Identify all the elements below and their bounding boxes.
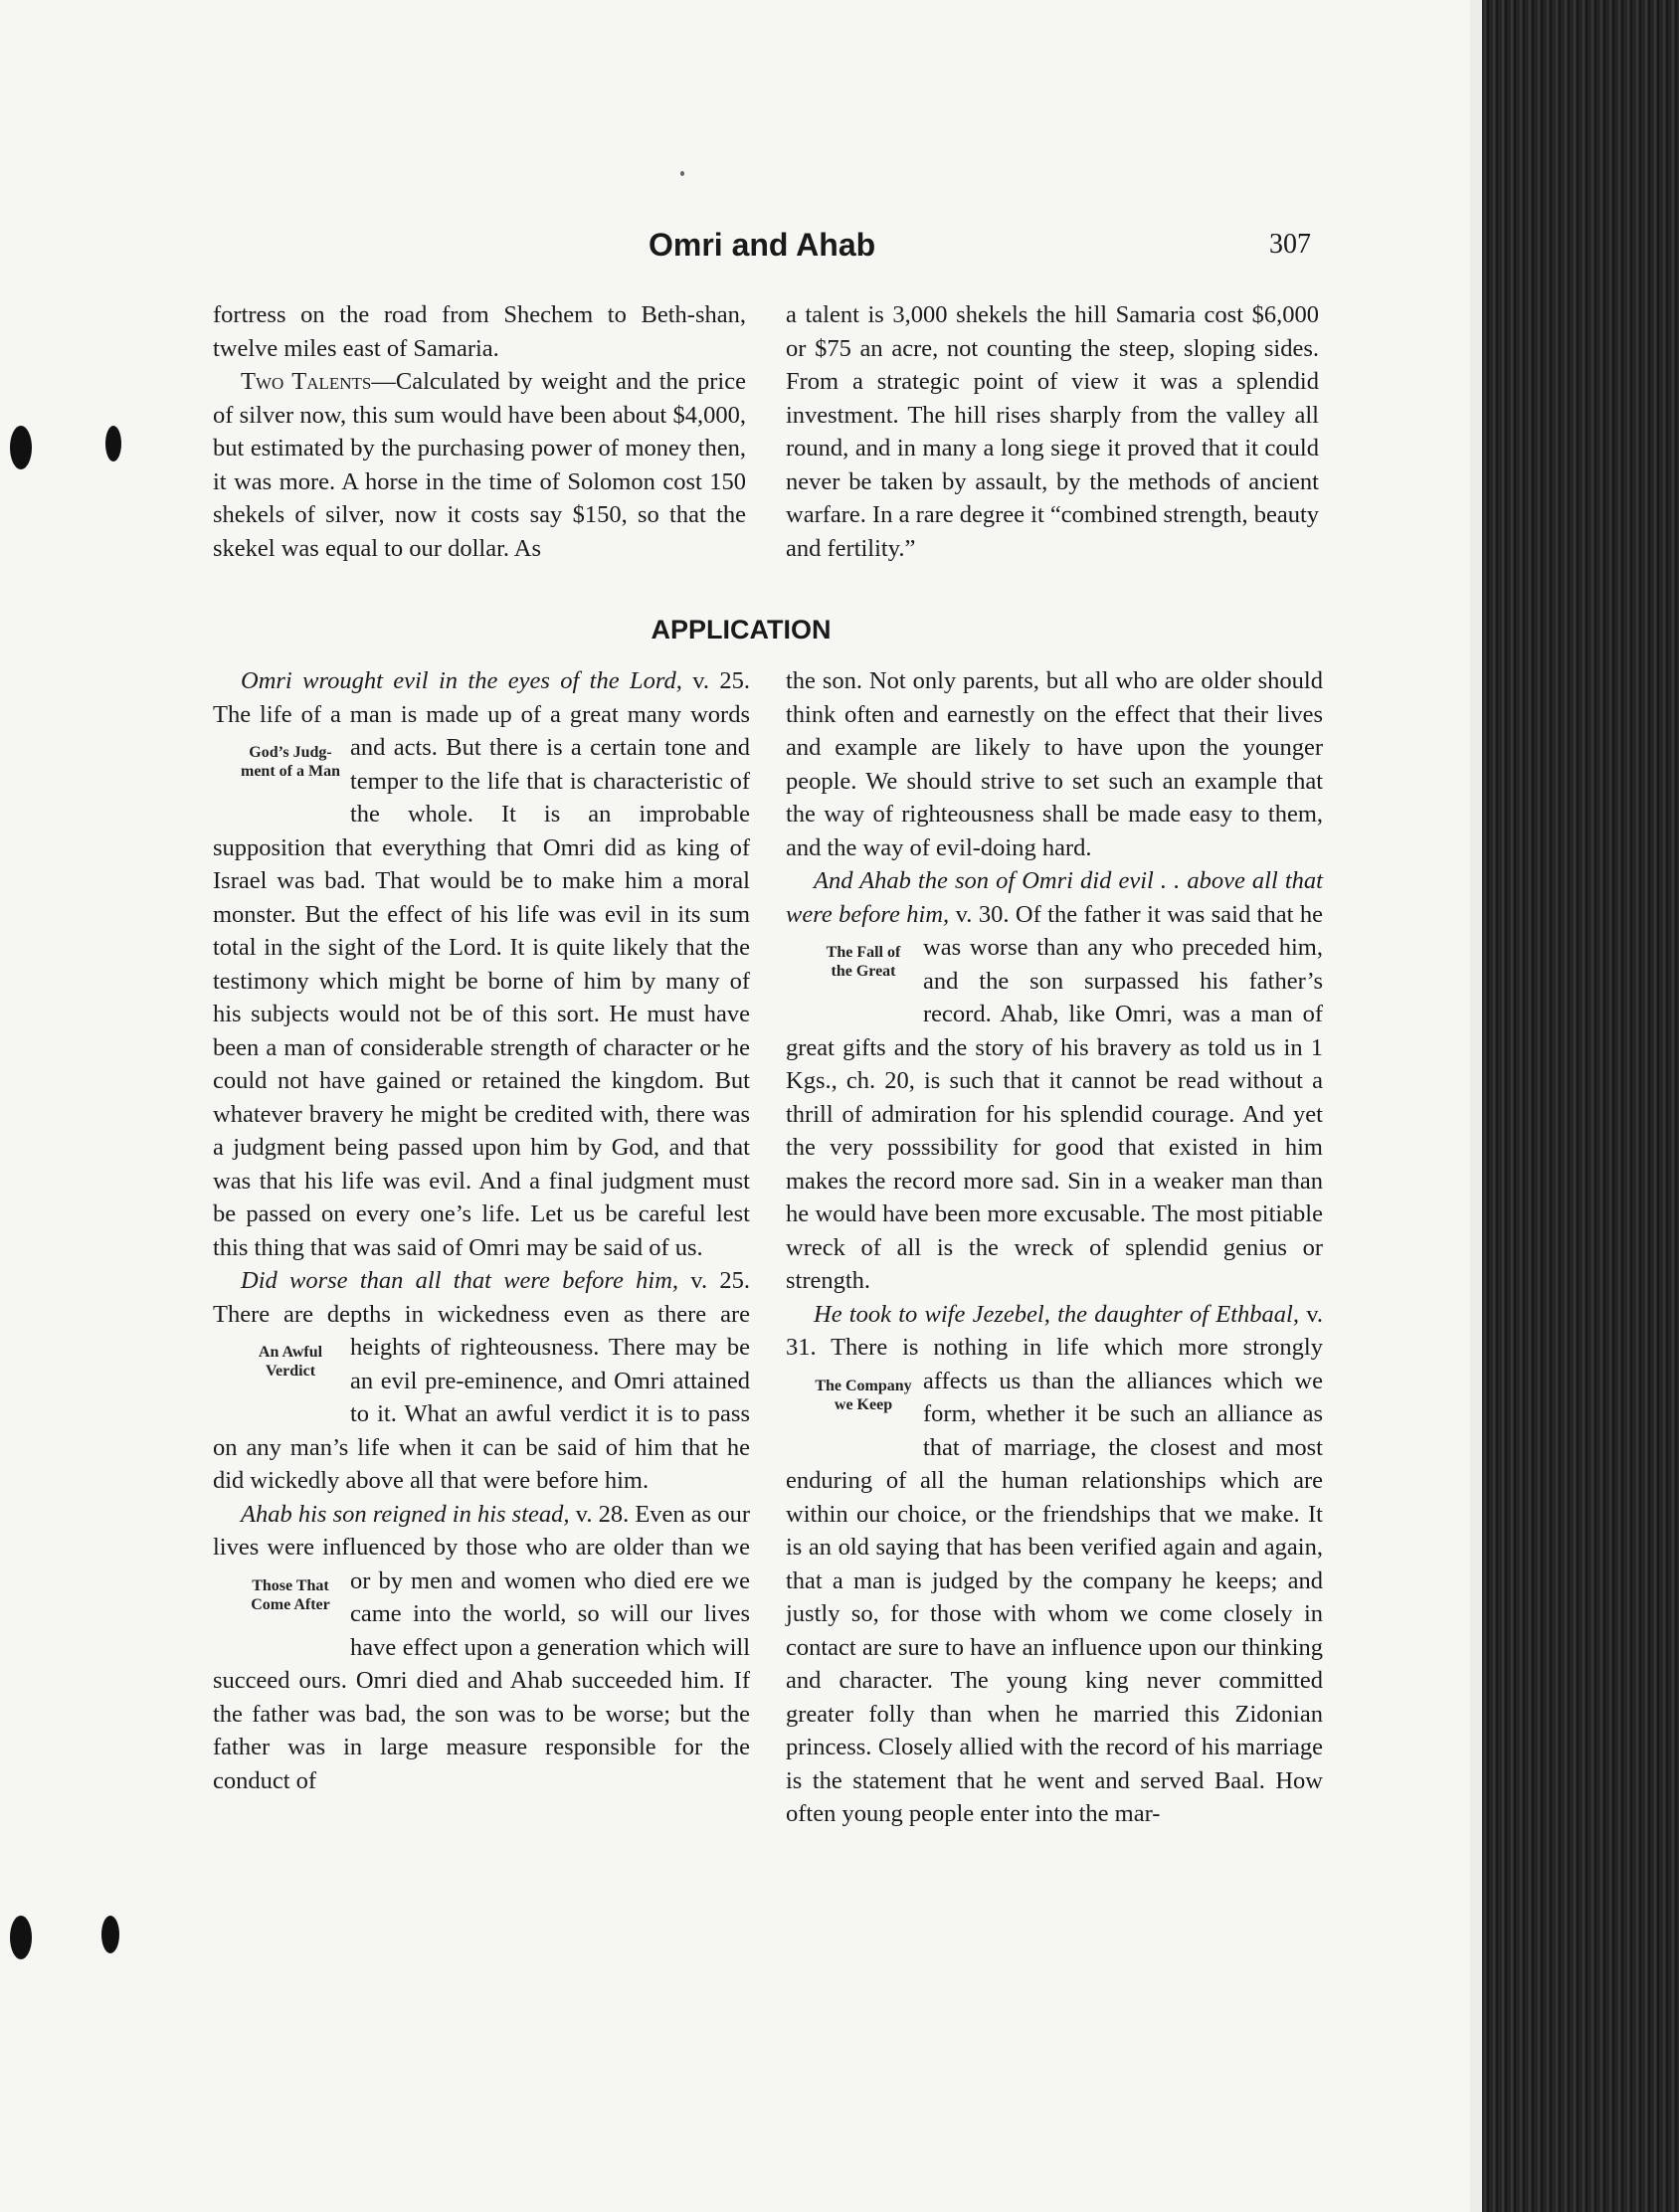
sidenote-line: The Company xyxy=(815,1377,912,1394)
scripture-quote: Ahab his son reigned in his stead, xyxy=(241,1500,570,1528)
sidenote-fall-of-the-great xyxy=(786,935,913,1028)
note-paragraph: fortress on the road from Shechem to Beth-shan, twelve miles east of Samaria. xyxy=(213,301,746,362)
paragraph-text-start: v. 25. The life of a man is made up of a great many words and acts. But there is a certain xyxy=(213,667,750,761)
sidenote-line: Verdict xyxy=(265,1363,316,1380)
application-left-column xyxy=(213,664,750,1797)
sidenote-line: we Keep xyxy=(834,1395,893,1413)
sidenote-line: ment of a Man xyxy=(241,763,340,780)
punch-mark-upper xyxy=(105,426,121,461)
sidenote-line: God’s Judg- xyxy=(249,744,332,761)
paragraph-text-start: v. 31. There is nothing in life which more strongly affects us than the alliances xyxy=(786,1300,1323,1394)
book-page-stack xyxy=(1482,0,1679,2212)
paragraph-text-start: v. 28. Even as our lives were influenced by those who are older than we or by men and women xyxy=(213,1500,750,1594)
punch-hole-upper xyxy=(10,426,32,469)
notes-right-column xyxy=(786,298,1319,565)
paragraph-text: which we form, whether it be such an alliance as that of marriage, the closest and most enduring of all the human relationships which are within our choice, or the friendships that we make. It is an old saying that has been verified again and again, that a man is judged by the company he keeps; and justly so, for those with whom we come closely in contact are sure to have an influence upon our thinking and character. The young king never committed greater folly than when he married this Zidonian princess. Closely allied with the record of his marriage is the statement that he went and served Baal. How often young people enter into the mar- xyxy=(786,1367,1323,1827)
punch-hole-lower xyxy=(10,1916,32,1959)
running-head xyxy=(0,227,1482,275)
sidenote-line: An Awful xyxy=(258,1344,323,1361)
paragraph-text-start: v. 30. Of the father it was said that he was worse than any who xyxy=(923,900,1323,961)
paragraph-text: tone and temper to the life that is characteristic of the whole. It is an improbable supposition that everything that Omri did as king of Israel was bad. That would be to make him a moral monster. But the effect of his life was evil in its sum total in the sight of the Lord. It is quite likely that the testimony which might be borne of him by many of his subjects would not be of this sort. He must have been a man of considerable strength of character or he could not have gained or retained the kingdom. But whatever bravery he might be credited with, there was a judgment being passed upon him by God, and that was that his life was evil. And a final judgment must be passed on every one’s life. Let us be careful lest this thing that was said of Omri may be said of us. xyxy=(213,734,750,1261)
application-paragraph xyxy=(786,1298,1323,1831)
paragraph-text: an evil pre-eminence, and Omri attained to it. What an awful verdict it is to pass on any man’s life when it can be said of him that he did wickedly above all that were before him. xyxy=(213,1367,750,1494)
sidenote-line: Come After xyxy=(251,1595,330,1613)
punch-mark-lower xyxy=(101,1916,119,1953)
notes-left-column xyxy=(213,298,746,565)
application-right-column xyxy=(786,664,1323,1831)
paragraph-text-start: v. 25. There are depths in wickedness even as there are heights of righteousness. There may be xyxy=(213,1267,750,1361)
note-paragraph: a talent is 3,000 shekels the hill Samaria cost $6,000 or $75 an acre, not counting the steep, sloping sides. From a strategic point of view it was a splendid investment. The hill rises sharply from the valley all round, and in many a long siege it proved that it could never be taken by assault, by the methods of ancient warfare. In a rare degree it “combined strength, beauty and fertility.” xyxy=(786,301,1320,562)
scripture-quote: He took to wife Jezebel, the daughter of Ethbaal, xyxy=(814,1300,1299,1328)
speck xyxy=(680,171,684,176)
paragraph-text: who died ere we came into the world, so will our lives have effect upon a generation which will succeed ours. Omri died and Ahab succeeded him. If the father was bad, the son was to be worse; but the father was in large measure responsible for the conduct of xyxy=(213,1567,750,1794)
page-number: 307 xyxy=(1269,229,1311,260)
application-paragraph: the son. Not only parents, but all who are older should think often and earnestly on the effect that their lives and example are likely to have upon the younger people. We should strive to set such an example that the way of righteousness shall be made easy to them, and the way of evil-doing hard. xyxy=(786,667,1323,861)
sidenote-those-that-come-after xyxy=(213,1568,340,1662)
sidenote-awful-verdict xyxy=(213,1335,340,1428)
application-paragraph xyxy=(213,664,750,1264)
scripture-quote: Omri wrought evil in the eyes of the Lord, xyxy=(241,667,682,694)
application-paragraph xyxy=(213,1264,750,1498)
sidenote-company-we-keep xyxy=(786,1369,913,1462)
note-paragraph-talents xyxy=(213,365,746,565)
sidenote-line: the Great xyxy=(831,963,896,980)
sidenote-line: The Fall of xyxy=(826,944,901,961)
scripture-quote: And Ahab the son of Omri did evil . . above all that were before him, xyxy=(786,867,1323,928)
sidenote-line: Those That xyxy=(252,1576,329,1594)
note-text: —Calculated by weight and the price of silver now, this sum would have been about $4,000, but estimated by the purchasing power of money then, it was more. A horse in the time of Solomon cost 150 shekels of silver, now it costs say $150, so that the skekel was equal to our dollar. As xyxy=(213,368,746,562)
scripture-quote: Did worse than all that were before him, xyxy=(241,1267,679,1294)
section-heading: APPLICATION xyxy=(651,615,832,645)
application-paragraph xyxy=(786,864,1323,1298)
paragraph-text: preceded him, and the son surpassed his father’s record. Ahab, like Omri, was a man of great gifts and the story of his bravery as told us in 1 Kgs., ch. 20, is such that it cannot be read without a thrill of admiration for his splendid courage. And yet the very posssibility for good that existed in him makes the record more sad. Sin in a weaker man than he would have been more excusable. The most pitiable wreck of all is the wreck of splendid genius or strength. xyxy=(786,934,1323,1294)
sidenote-gods-judgment xyxy=(213,735,340,829)
page-title: Omri and Ahab xyxy=(649,227,876,263)
note-label: Two Talents xyxy=(241,368,372,395)
application-paragraph xyxy=(213,1498,750,1798)
